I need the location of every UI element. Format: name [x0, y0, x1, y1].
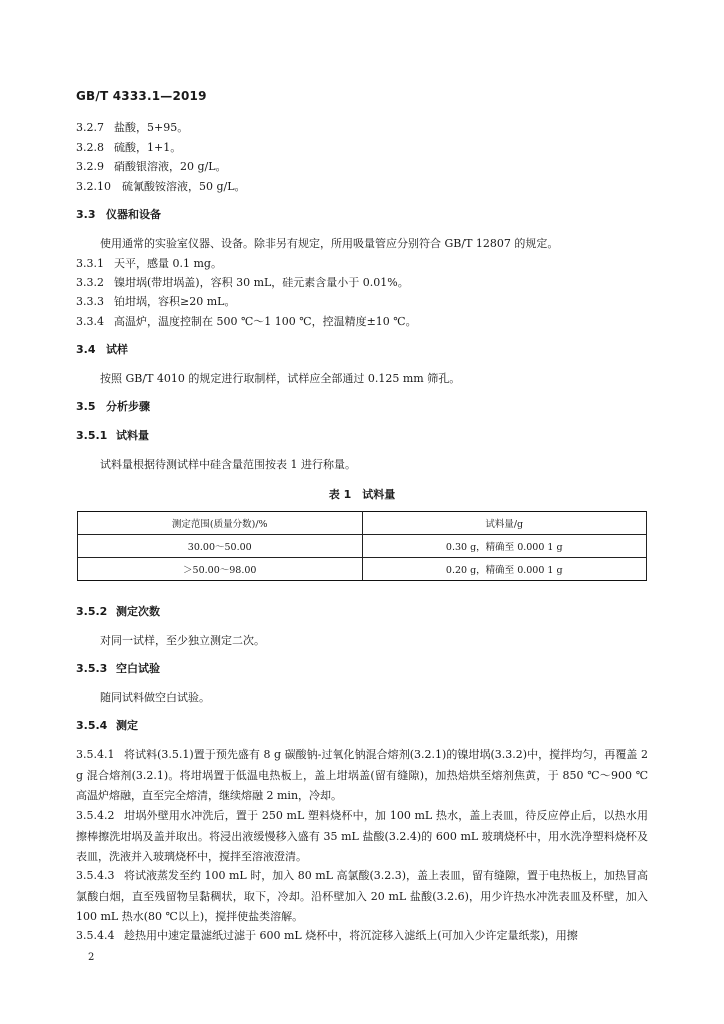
table-cell: 0.30 g，精确至 0.000 1 g — [362, 535, 647, 558]
paragraph: 对同一试样，至少独立测定二次。 — [100, 634, 265, 647]
reagent-item: 3.2.7 盐酸，5+95。 — [76, 121, 189, 134]
table-row — [78, 558, 647, 581]
instrument-item: 3.3.3 铂坩埚，容积≥20 mL。 — [76, 295, 236, 308]
procedure-step: 3.5.4.2 坩埚外壁用水冲洗后，置于 250 mL 塑料烧杯中，加 100 mL 热水，盖上表皿，待反应停止后，以热水用擦棒擦洗坩埚及盖并取出。将浸出液缓慢移入盛有 35 mL 盐酸(3.2.4)的 600 mL 玻璃烧杯中，用水洗净塑料烧杯及表皿，洗液并入玻璃烧杯中，搅拌至溶液澄清。 — [76, 809, 648, 863]
section-heading: 3.5.2 测定次数 — [76, 605, 160, 618]
reagent-item: 3.2.9 硝酸银溶液，20 g/L。 — [76, 160, 227, 173]
procedure-step: 3.5.4.3 将试液蒸发至约 100 mL 时，加入 80 mL 高氯酸(3.2.3)，盖上表皿，留有缝隙，置于电热板上，加热冒高氯酸白烟，直至残留物呈黏稠状，取下，冷却。沿杯壁加入 20 mL 盐酸(3.2.6)，用少许热水冲洗表皿及杯壁，加入 100 mL 热水(80 ℃以上)，搅拌使盐类溶解。 — [76, 869, 648, 923]
section-heading: 3.5.4 测定 — [76, 719, 138, 732]
procedure-step: 3.5.4.4 趁热用中速定量滤纸过滤于 600 mL 烧杯中，将沉淀移入滤纸上(可加入少许定量纸浆)，用擦 — [76, 929, 578, 942]
table-cell: 30.00～50.00 — [78, 535, 363, 558]
table-header-row — [78, 512, 647, 535]
standard-header: GB/T 4333.1—2019 — [76, 89, 207, 103]
instrument-item: 3.3.1 天平，感量 0.1 mg。 — [76, 257, 222, 270]
procedure-step: 3.5.4.1 将试料(3.5.1)置于预先盛有 8 g 碳酸钠-过氧化钠混合熔剂(3.2.1)的镍坩埚(3.3.2)中，搅拌均匀，再覆盖 2 g 混合熔剂(3.2.1)。将坩埚置于低温电热板上，盖上坩埚盖(留有缝隙)，加热焙烘至熔剂焦黄，于 850 ℃～900 ℃高温炉熔融，直至完全熔清，继续熔融 2 min，冷却。 — [76, 748, 648, 802]
sample-mass-table — [77, 511, 647, 581]
instrument-item: 3.3.2 镍坩埚(带坩埚盖)，容积 30 mL，硅元素含量小于 0.01%。 — [76, 276, 409, 289]
table-header-cell: 试料量/g — [362, 512, 647, 535]
table-row — [78, 535, 647, 558]
paragraph: 使用通常的实验室仪器、设备。除非另有规定，所用吸量管应分别符合 GB/T 12807 的规定。 — [100, 237, 559, 250]
section-heading: 3.5.1 试料量 — [76, 429, 149, 442]
paragraph: 随同试料做空白试验。 — [100, 691, 210, 704]
reagent-item: 3.2.10 硫氰酸铵溶液，50 g/L。 — [76, 180, 246, 193]
page-number: 2 — [88, 952, 95, 963]
section-heading: 3.5 分析步骤 — [76, 400, 150, 413]
reagent-item: 3.2.8 硫酸，1+1。 — [76, 141, 182, 154]
table-header-cell: 测定范围(质量分数)/% — [78, 512, 363, 535]
section-heading: 3.4 试样 — [76, 343, 128, 356]
paragraph: 按照 GB/T 4010 的规定进行取制样，试样应全部通过 0.125 mm 筛孔。 — [100, 372, 461, 385]
section-heading: 3.3 仪器和设备 — [76, 208, 161, 221]
table-caption: 表 1 试料量 — [328, 488, 396, 501]
paragraph: 试料量根据待测试样中硅含量范围按表 1 进行称量。 — [100, 458, 356, 471]
table-cell: 0.20 g，精确至 0.000 1 g — [362, 558, 647, 581]
table-cell: ＞50.00～98.00 — [78, 558, 363, 581]
instrument-item: 3.3.4 高温炉，温度控制在 500 ℃～1 100 ℃，控温精度±10 ℃。 — [76, 315, 417, 328]
section-heading: 3.5.3 空白试验 — [76, 662, 160, 675]
